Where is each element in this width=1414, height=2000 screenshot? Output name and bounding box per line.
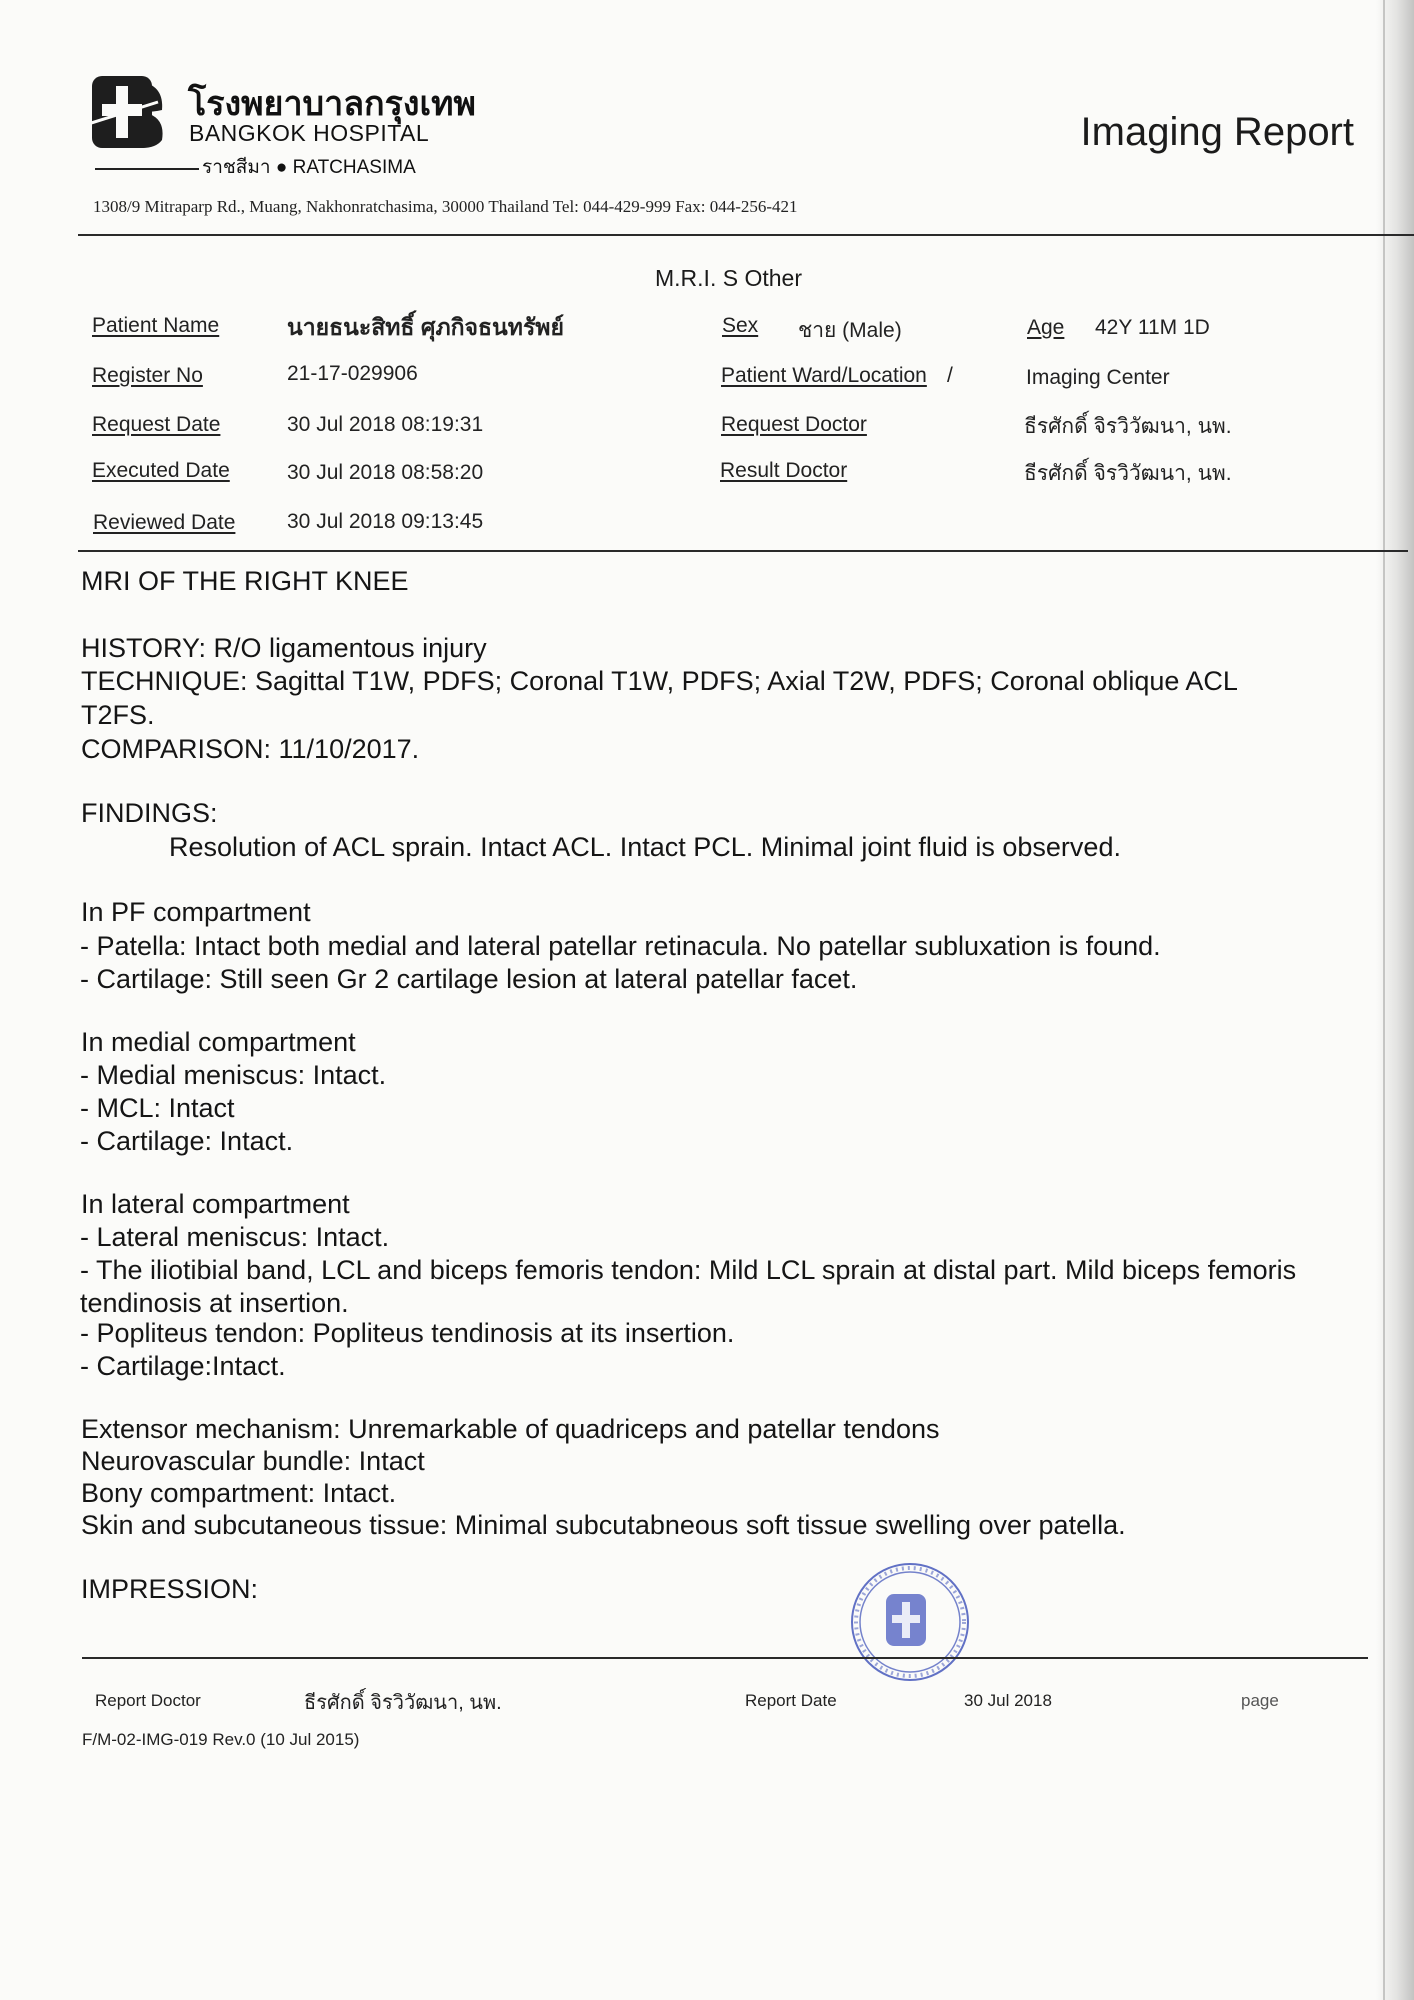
technique-line-2: T2FS.	[81, 700, 155, 730]
info-divider	[78, 550, 1408, 552]
skin-value: Minimal subcutabneous soft tissue swelling over patella.	[447, 1510, 1126, 1540]
history-line	[81, 633, 487, 664]
lateral-line-cartilage: - Cartilage:Intact.	[80, 1351, 286, 1381]
logo-english-name: BANGKOK HOSPITAL	[189, 120, 430, 146]
findings-label: FINDINGS	[81, 798, 211, 828]
skin-line	[81, 1510, 1126, 1541]
logo-thai-name: โรงพยาบาลกรุงเทพ	[188, 85, 476, 123]
findings-text: Resolution of ACL sprain. Intact ACL. Intact PCL. Minimal joint fluid is observed.	[169, 832, 1121, 862]
neurovascular-label: Neurovascular bundle	[81, 1446, 344, 1476]
request-doctor-label: Request Doctor	[721, 413, 867, 436]
executed-date-label: Executed Date	[92, 459, 230, 482]
technique-label: TECHNIQUE:	[81, 666, 248, 696]
register-no-label: Register No	[92, 364, 203, 387]
age-label: Age	[1027, 316, 1065, 339]
findings-heading	[81, 798, 218, 829]
bangkok-hospital-logo-icon	[92, 76, 164, 148]
result-doctor-label: Result Doctor	[720, 459, 848, 482]
reviewed-date-value: 30 Jul 2018 09:13:45	[287, 510, 484, 533]
sex-label: Sex	[722, 314, 759, 337]
medial-line-cartilage: - Cartilage: Intact.	[80, 1126, 294, 1156]
bony-line	[81, 1478, 396, 1509]
scan-edge-shadow	[1376, 0, 1414, 2000]
ward-location-value: Imaging Center	[1026, 366, 1170, 389]
report-title-exam: MRI OF THE RIGHT KNEE	[81, 566, 409, 596]
medial-line-mcl: - MCL: Intact	[80, 1093, 235, 1123]
lateral-line-meniscus: - Lateral meniscus: Intact.	[80, 1222, 390, 1252]
report-title: Imaging Report	[1080, 110, 1354, 154]
technique-value: Sagittal T1W, PDFS; Coronal T1W, PDFS; Axial T2W, PDFS; Coronal oblique ACL	[247, 666, 1238, 696]
report-doctor-value: ธีรศักดิ์ จิรวิวัฒนา, นพ.	[304, 1692, 502, 1714]
report-doctor-label: Report Doctor	[95, 1691, 201, 1710]
history-label: HISTORY	[81, 633, 199, 663]
logo-branch-name: ราชสีมา ● RATCHASIMA	[202, 157, 416, 178]
report-date-label: Report Date	[745, 1691, 837, 1710]
extensor-value: : Unremarkable of quadriceps and patellar tendons	[333, 1414, 940, 1444]
executed-date-value: 30 Jul 2018 08:58:20	[287, 461, 484, 484]
footer-divider	[82, 1657, 1368, 1659]
patient-name-value: นายธนะสิทธิ์ ศุภกิจธนทรัพย์	[287, 314, 564, 340]
history-value: : R/O ligamentous injury	[198, 633, 487, 663]
exam-type: M.R.I. S Other	[655, 265, 802, 291]
patient-name-label: Patient Name	[92, 314, 220, 337]
form-code: F/M-02-IMG-019 Rev.0 (10 Jul 2015)	[82, 1730, 360, 1749]
pf-line-patella: - Patella: Intact both medial and lateral patellar retinacula. No patellar subluxation is found.	[80, 931, 1161, 961]
bony-label: Bony compartment	[81, 1478, 308, 1508]
request-date-label: Request Date	[92, 413, 221, 436]
reviewed-date-label: Reviewed Date	[93, 511, 236, 534]
comparison-value: : 11/10/2017.	[263, 734, 420, 764]
header-divider	[78, 234, 1414, 236]
extensor-label: Extensor mechanism	[81, 1414, 334, 1444]
hospital-stamp-icon	[848, 1560, 972, 1684]
skin-label: Skin and subcutaneous tissue:	[81, 1510, 448, 1540]
neurovascular-line	[81, 1446, 425, 1477]
neurovascular-value: : Intact	[343, 1446, 425, 1476]
page-label: page	[1241, 1691, 1279, 1710]
request-doctor-value: ธีรศักดิ์ จิรวิวัฒนา, นพ.	[1024, 415, 1232, 438]
comparison-line	[81, 734, 419, 765]
pf-compartment-heading: In PF compartment	[81, 897, 311, 927]
comparison-label: COMPARISON	[81, 734, 264, 764]
age-value: 42Y 11M 1D	[1095, 316, 1210, 339]
medial-line-meniscus: - Medial meniscus: Intact.	[80, 1060, 387, 1090]
lateral-compartment-heading: In lateral compartment	[81, 1189, 350, 1219]
ward-location-label: Patient Ward/Location	[721, 364, 927, 387]
lateral-line-itb-lcl-cont: tendinosis at insertion.	[80, 1288, 349, 1318]
request-date-value: 30 Jul 2018 08:19:31	[287, 413, 484, 436]
technique-line	[81, 666, 1238, 697]
register-no-value: 21-17-029906	[287, 362, 418, 385]
lateral-line-popliteus: - Popliteus tendon: Popliteus tendinosis at its insertion.	[80, 1318, 735, 1348]
logo-rule	[95, 168, 199, 170]
hospital-address: 1308/9 Mitraparp Rd., Muang, Nakhonratchasima, 30000 Thailand Tel: 044-429-999 Fax: 044-256-421	[93, 197, 798, 216]
result-doctor-value: ธีรศักดิ์ จิรวิวัฒนา, นพ.	[1024, 462, 1232, 485]
pf-line-cartilage: - Cartilage: Still seen Gr 2 cartilage lesion at lateral patellar facet.	[80, 964, 858, 994]
extensor-line	[81, 1414, 939, 1445]
impression-label: IMPRESSION:	[81, 1574, 259, 1604]
findings-colon: :	[210, 798, 218, 828]
sex-value: ชาย (Male)	[798, 319, 902, 342]
lateral-line-itb-lcl: - The iliotibial band, LCL and biceps femoris tendon: Mild LCL sprain at distal part. Mild biceps femoris	[80, 1255, 1297, 1285]
bony-value: : Intact.	[307, 1478, 397, 1508]
report-date-value: 30 Jul 2018	[964, 1691, 1052, 1710]
medial-compartment-heading: In medial compartment	[81, 1027, 356, 1057]
ward-location-separator: /	[947, 364, 953, 387]
